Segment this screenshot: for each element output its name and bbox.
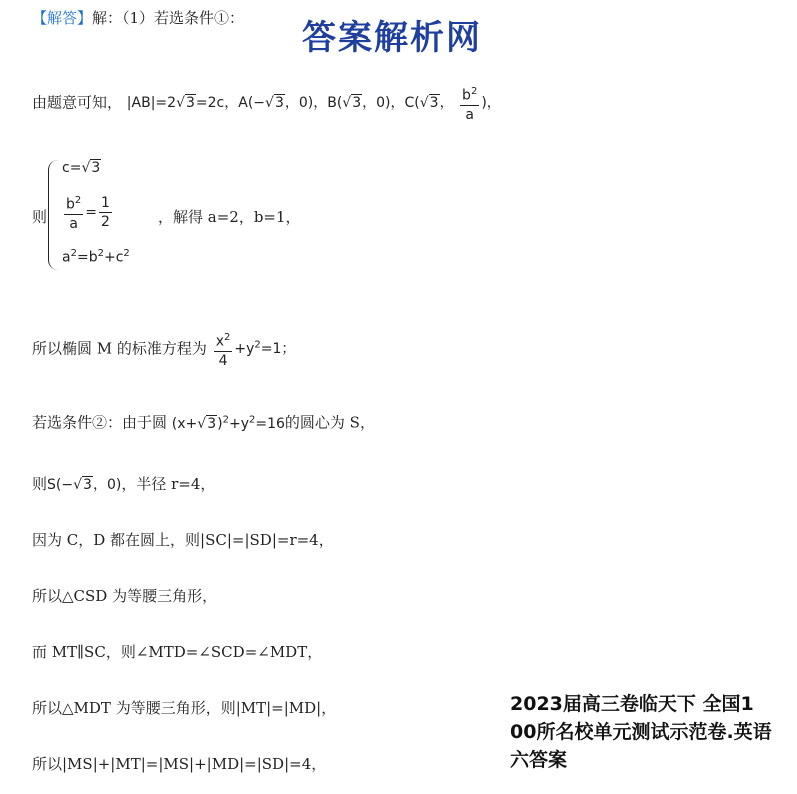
text-line-8: 而 MT∥SC，则∠MTD=∠SCD=∠MDT， [32,643,323,661]
system-eq-1: c=√3 [62,160,101,176]
system-eq-2: $\frac{b^2}{a}$ = $\frac{1}{2}$ [62,192,114,233]
intro-text: 解：（1）若选条件①： [92,9,245,27]
condition-2-line: 若选条件②：由于圆 $(x+√3)^2+y^2=16$的圆心为 S， [32,413,375,432]
fraction-x2-over-4: $\frac{x^2}{4}$ [214,329,233,370]
text-line-10: 所以|MS|+|MT|=|MS|+|MD|=|SD|=4， [32,755,327,773]
text-line-7: 所以△CSD 为等腰三角形， [32,587,218,605]
then-label: 则 [32,208,48,226]
text-line-9: 所以△MDT 为等腰三角形，则|MT|=|MD|， [32,699,337,717]
system-eq-3: $a^2=b^2+c^2$ [62,248,130,266]
fraction-b2-over-a: $\frac{b^2}{a}$ [460,83,479,124]
given-line [32,83,501,124]
footer-line-2: 00所名校单元测试示范卷.英语 [510,721,772,743]
ellipse-equation-line: 所以椭圆 M 的标准方程为 $\frac{x^2}{4}$ $+y^2=1$； [32,329,295,370]
given-math: |AB|=2√3=2c，A(−√3，0)，B(√3，0)，C(√3， $\frac{b^2}{a}$ )， [127,95,501,111]
footer-line-1: 2023届高三卷临天下 全国1 [510,693,754,715]
answer-tag: 【解答】 [32,9,93,27]
text-line-6: 因为 C，D 都在圆上，则|SC|=|SD|=r=4， [32,531,334,549]
solve-result: ，解得 a=2，b=1， [158,208,301,226]
center-line: 则S(−√3，0)，半径 r=4， [32,475,216,493]
footer-caption [510,690,795,774]
system-brace [48,160,59,270]
footer-line-3: 六答案 [510,749,568,771]
given-text: 由题意可知， [32,93,123,112]
solution-header [32,8,244,28]
watermark-logo: 答案解析网 [302,18,482,58]
